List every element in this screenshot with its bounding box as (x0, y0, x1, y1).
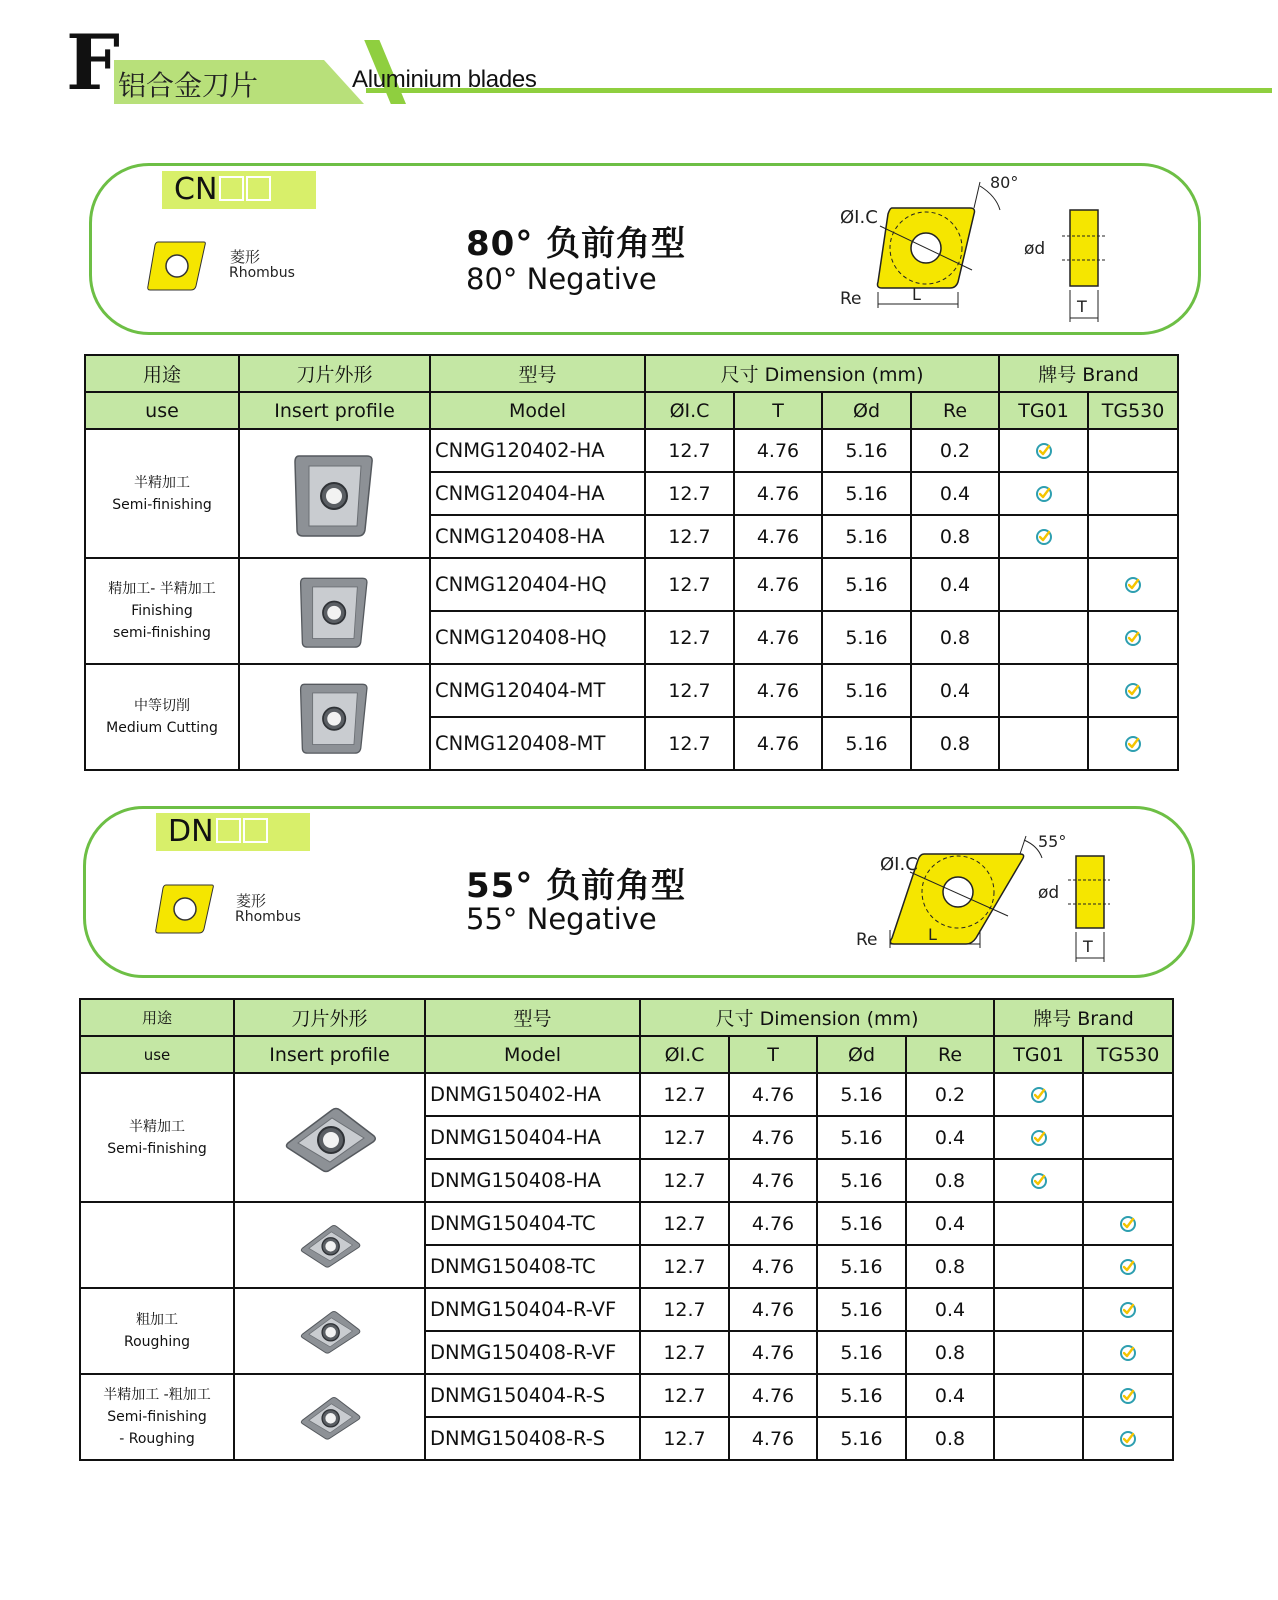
header-use: use (85, 392, 239, 429)
cn-shape-en: Rhombus (229, 265, 295, 281)
insert-side-view (1070, 210, 1098, 286)
dim-t-cell: 4.76 (734, 717, 822, 770)
use-cell (85, 558, 239, 664)
check-mark-icon (1119, 1258, 1137, 1276)
insert-photo-icon (270, 1384, 390, 1450)
dim-d-cell: 5.16 (817, 1073, 906, 1116)
dim-t-cell: 4.76 (734, 558, 822, 611)
use-cell (85, 429, 239, 558)
cn-code: CN (174, 172, 218, 207)
header-model: Model (425, 1036, 640, 1073)
header-d: Ød (817, 1036, 906, 1073)
dn-code: DN (168, 814, 214, 849)
dim-d-cell: 5.16 (822, 515, 911, 558)
header-t: T (734, 392, 822, 429)
insert-profile-cell (234, 1374, 425, 1460)
dim-ic-cell: 12.7 (640, 1202, 729, 1245)
dim-re-cell: 0.8 (906, 1331, 994, 1374)
header-profile: Insert profile (234, 1036, 425, 1073)
dim-re-cell: 0.4 (906, 1288, 994, 1331)
dim-t-cell: 4.76 (729, 1202, 817, 1245)
dim-re-cell: 0.4 (911, 558, 999, 611)
dim-d-cell: 5.16 (817, 1331, 906, 1374)
dim-t-cell: 4.76 (729, 1116, 817, 1159)
dim-t-cell: 4.76 (729, 1159, 817, 1202)
dim-ic-cell: 12.7 (645, 611, 734, 664)
model-cell: CNMG120408-MT (430, 717, 645, 770)
dn-angle-title-cn: 55° 负前角型 (466, 866, 687, 906)
model-cell: CNMG120404-HA (430, 472, 645, 515)
header-ic: ØI.C (645, 392, 734, 429)
grade-tg530-cell (1088, 717, 1178, 770)
header-re: Re (906, 1036, 994, 1073)
check-mark-icon (1119, 1430, 1137, 1448)
model-cell: DNMG150404-R-S (425, 1374, 640, 1417)
cn-angle-title-en: 80° Negative (466, 262, 657, 296)
check-mark-icon (1124, 576, 1142, 594)
check-mark-icon (1035, 442, 1053, 460)
section-letter: F (66, 18, 120, 107)
header-model: Model (430, 392, 645, 429)
model-cell: CNMG120408-HQ (430, 611, 645, 664)
check-mark-icon (1030, 1172, 1048, 1190)
grade-tg01-cell (999, 429, 1088, 472)
dim-re-cell: 0.4 (906, 1202, 994, 1245)
model-cell: DNMG150402-HA (425, 1073, 640, 1116)
header-re: Re (911, 392, 999, 429)
grade-tg01-cell (999, 515, 1088, 558)
header-ic: ØI.C (640, 1036, 729, 1073)
check-mark-icon (1119, 1301, 1137, 1319)
dim-re-cell: 0.8 (906, 1159, 994, 1202)
d-label: ød (1038, 883, 1060, 903)
dim-ic-cell: 12.7 (640, 1417, 729, 1460)
grade-tg01-cell (994, 1202, 1083, 1245)
dim-ic-cell: 12.7 (640, 1245, 729, 1288)
insert-profile-cell (234, 1288, 425, 1374)
insert-photo-icon (270, 1212, 390, 1278)
grade-tg01-cell (999, 472, 1088, 515)
use-en: semi-finishing (113, 625, 211, 641)
page-title-en: Aluminium blades (352, 66, 537, 93)
grade-tg530-cell (1083, 1116, 1173, 1159)
dim-re-cell: 0.2 (906, 1073, 994, 1116)
dim-d-cell: 5.16 (822, 472, 911, 515)
grade-tg530-cell (1088, 611, 1178, 664)
ic-label: ØI.C (840, 207, 878, 228)
use-cell (80, 1374, 234, 1460)
model-cell: DNMG150408-R-VF (425, 1331, 640, 1374)
insert-profile-cell (234, 1073, 425, 1202)
dim-re-cell: 0.8 (906, 1245, 994, 1288)
dim-t-cell: 4.76 (734, 611, 822, 664)
t-label: T (1077, 297, 1087, 316)
grade-tg01-cell (994, 1331, 1083, 1374)
check-mark-icon (1124, 735, 1142, 753)
use-cell (80, 1202, 234, 1288)
grade-tg530-cell (1088, 515, 1178, 558)
header-dimension: 尺寸 Dimension (mm) (645, 355, 999, 392)
grade-tg01-cell (994, 1417, 1083, 1460)
grade-tg01-cell (999, 558, 1088, 611)
header-dimension: 尺寸 Dimension (mm) (640, 999, 994, 1036)
grade-tg01-cell (994, 1159, 1083, 1202)
header-d: Ød (822, 392, 911, 429)
dn-shape-cn: 菱形 (236, 892, 267, 910)
placeholder-box (216, 818, 241, 843)
grade-tg01-cell (994, 1374, 1083, 1417)
re-label: Re (840, 289, 862, 309)
use-en: Semi-finishing (107, 1140, 207, 1157)
insert-photo-icon (270, 1088, 390, 1188)
page-header (66, 20, 1206, 110)
header-use-cn: 用途 (85, 355, 239, 392)
cn-angle-title-cn: 80° 负前角型 (466, 224, 687, 264)
grade-tg01-cell (994, 1288, 1083, 1331)
insert-profile-cell (234, 1202, 425, 1288)
dim-t-cell: 4.76 (729, 1374, 817, 1417)
dim-t-cell: 4.76 (729, 1331, 817, 1374)
l-label: L (912, 285, 921, 304)
check-mark-icon (1030, 1086, 1048, 1104)
d-label: ød (1024, 239, 1046, 259)
check-mark-icon (1035, 528, 1053, 546)
insert-profile-cell (239, 664, 430, 770)
l-label: L (928, 925, 937, 944)
use-cn: 粗加工 (136, 1312, 178, 1328)
ic-label: ØI.C (880, 854, 918, 875)
angle-leader (1020, 836, 1026, 854)
cn-code-tag (162, 171, 316, 209)
table-row (85, 664, 1178, 717)
model-cell: DNMG150408-HA (425, 1159, 640, 1202)
dim-d-cell: 5.16 (822, 717, 911, 770)
placeholder-box (243, 818, 268, 843)
check-mark-icon (1124, 629, 1142, 647)
dim-re-cell: 0.2 (911, 429, 999, 472)
use-cn: 半精加工 (129, 1118, 185, 1135)
grade-tg530-cell (1083, 1417, 1173, 1460)
dim-t-cell: 4.76 (734, 515, 822, 558)
dim-d-cell: 5.16 (817, 1116, 906, 1159)
angle-label: 80° (990, 173, 1019, 192)
dim-re-cell: 0.8 (911, 515, 999, 558)
grade-tg530-cell (1088, 429, 1178, 472)
model-cell: DNMG150404-R-VF (425, 1288, 640, 1331)
dim-re-cell: 0.4 (906, 1116, 994, 1159)
table-row (80, 1073, 1173, 1116)
use-cn: 半精加工 -粗加工 (103, 1387, 211, 1403)
placeholder-box (219, 176, 244, 201)
dim-re-cell: 0.8 (911, 611, 999, 664)
table-row (85, 429, 1178, 472)
dim-ic-cell: 12.7 (645, 664, 734, 717)
dim-ic-cell: 12.7 (645, 515, 734, 558)
dim-d-cell: 5.16 (822, 611, 911, 664)
dn-code-tag (156, 813, 310, 851)
check-mark-icon (1119, 1215, 1137, 1233)
model-cell: CNMG120402-HA (430, 429, 645, 472)
check-mark-icon (1119, 1387, 1137, 1405)
check-mark-icon (1124, 682, 1142, 700)
grade-tg01-cell (994, 1116, 1083, 1159)
dim-t-cell: 4.76 (729, 1417, 817, 1460)
model-cell: CNMG120408-HA (430, 515, 645, 558)
cn-spec-table (84, 354, 1179, 771)
grade-tg530-cell (1083, 1288, 1173, 1331)
dim-ic-cell: 12.7 (640, 1159, 729, 1202)
header-model-cn: 型号 (425, 999, 640, 1036)
dim-ic-cell: 12.7 (645, 558, 734, 611)
insert-profile-cell (239, 429, 430, 558)
insert-photo-icon (285, 444, 385, 544)
use-en: Semi-finishing (112, 496, 212, 513)
check-mark-icon (1030, 1129, 1048, 1147)
dim-t-cell: 4.76 (729, 1288, 817, 1331)
table-row (80, 1288, 1173, 1331)
dim-d-cell: 5.16 (822, 664, 911, 717)
use-cell (85, 664, 239, 770)
angle-label: 55° (1038, 832, 1067, 851)
rhombus-80-icon (146, 238, 206, 292)
grade-tg01-cell (994, 1245, 1083, 1288)
model-cell: DNMG150408-R-S (425, 1417, 640, 1460)
dn-spec-table (79, 998, 1174, 1461)
dim-re-cell: 0.4 (906, 1374, 994, 1417)
angle-leader (974, 182, 980, 208)
re-label: Re (856, 930, 878, 950)
dim-ic-cell: 12.7 (640, 1374, 729, 1417)
dim-d-cell: 5.16 (817, 1417, 906, 1460)
model-cell: DNMG150408-TC (425, 1245, 640, 1288)
dim-ic-cell: 12.7 (640, 1073, 729, 1116)
grade-tg530-cell (1083, 1331, 1173, 1374)
use-en: Finishing (131, 603, 193, 619)
header-use: use (80, 1036, 234, 1073)
use-cn: 精加工- 半精加工 (108, 581, 216, 597)
header-grade-tg530: TG530 (1088, 392, 1178, 429)
header-model-cn: 型号 (430, 355, 645, 392)
rhombus-55-icon (154, 881, 214, 935)
table-row (80, 1202, 1173, 1245)
header-brand: 牌号 Brand (999, 355, 1178, 392)
model-cell: DNMG150404-TC (425, 1202, 640, 1245)
grade-tg01-cell (994, 1073, 1083, 1116)
grade-tg530-cell (1088, 664, 1178, 717)
grade-tg01-cell (999, 664, 1088, 717)
dim-t-cell: 4.76 (734, 664, 822, 717)
grade-tg530-cell (1083, 1159, 1173, 1202)
dim-t-cell: 4.76 (734, 429, 822, 472)
dim-re-cell: 0.8 (911, 717, 999, 770)
dim-ic-cell: 12.7 (640, 1116, 729, 1159)
check-mark-icon (1035, 485, 1053, 503)
use-en: Medium Cutting (106, 720, 218, 736)
header-grade-tg530: TG530 (1083, 1036, 1173, 1073)
dn-angle-title-en: 55° Negative (466, 902, 657, 936)
grade-tg530-cell (1088, 558, 1178, 611)
dim-re-cell: 0.4 (911, 472, 999, 515)
grade-tg530-cell (1083, 1073, 1173, 1116)
dim-d-cell: 5.16 (817, 1374, 906, 1417)
header-t: T (729, 1036, 817, 1073)
insert-side-view (1076, 856, 1104, 928)
dim-t-cell: 4.76 (729, 1245, 817, 1288)
cn-dimension-diagram (830, 166, 1130, 326)
center-hole (943, 877, 973, 907)
grade-tg530-cell (1083, 1374, 1173, 1417)
header-profile-cn: 刀片外形 (239, 355, 430, 392)
model-cell: DNMG150404-HA (425, 1116, 640, 1159)
use-en: Roughing (124, 1334, 190, 1350)
dim-d-cell: 5.16 (817, 1288, 906, 1331)
grade-tg530-cell (1083, 1202, 1173, 1245)
dim-re-cell: 0.8 (906, 1417, 994, 1460)
dim-ic-cell: 12.7 (640, 1288, 729, 1331)
dn-dimension-diagram (848, 826, 1138, 966)
table-row (85, 558, 1178, 611)
dim-ic-cell: 12.7 (640, 1331, 729, 1374)
dim-d-cell: 5.16 (817, 1202, 906, 1245)
header-profile: Insert profile (239, 392, 430, 429)
grade-tg530-cell (1088, 472, 1178, 515)
cn-shape-cn: 菱形 (230, 248, 261, 266)
insert-photo-icon (270, 1298, 390, 1364)
dim-t-cell: 4.76 (734, 472, 822, 515)
dim-d-cell: 5.16 (822, 429, 911, 472)
use-cell (80, 1073, 234, 1202)
dim-d-cell: 5.16 (817, 1159, 906, 1202)
header-profile-cn: 刀片外形 (234, 999, 425, 1036)
grade-tg01-cell (999, 717, 1088, 770)
dim-re-cell: 0.4 (911, 664, 999, 717)
header-grade-tg01: TG01 (994, 1036, 1083, 1073)
use-en: - Roughing (119, 1431, 195, 1447)
insert-photo-icon (292, 674, 378, 760)
grade-tg01-cell (999, 611, 1088, 664)
use-cell (80, 1288, 234, 1374)
t-label: T (1083, 937, 1093, 956)
header-use-cn: 用途 (80, 999, 234, 1036)
check-mark-icon (1119, 1344, 1137, 1362)
insert-profile-cell (239, 558, 430, 664)
model-cell: CNMG120404-HQ (430, 558, 645, 611)
table-row (80, 1374, 1173, 1417)
dim-d-cell: 5.16 (817, 1245, 906, 1288)
insert-photo-icon (292, 568, 378, 654)
header-brand: 牌号 Brand (994, 999, 1173, 1036)
dim-ic-cell: 12.7 (645, 717, 734, 770)
model-cell: CNMG120404-MT (430, 664, 645, 717)
dim-d-cell: 5.16 (822, 558, 911, 611)
page-title-cn: 铝合金刀片 (118, 69, 259, 102)
placeholder-box (246, 176, 271, 201)
grade-tg530-cell (1083, 1245, 1173, 1288)
dim-t-cell: 4.76 (729, 1073, 817, 1116)
use-cn: 半精加工 (134, 474, 190, 491)
dim-ic-cell: 12.7 (645, 472, 734, 515)
use-cn: 中等切削 (134, 698, 190, 714)
dim-ic-cell: 12.7 (645, 429, 734, 472)
dn-shape-en: Rhombus (235, 909, 301, 925)
header-grade-tg01: TG01 (999, 392, 1088, 429)
use-en: Semi-finishing (107, 1409, 207, 1425)
